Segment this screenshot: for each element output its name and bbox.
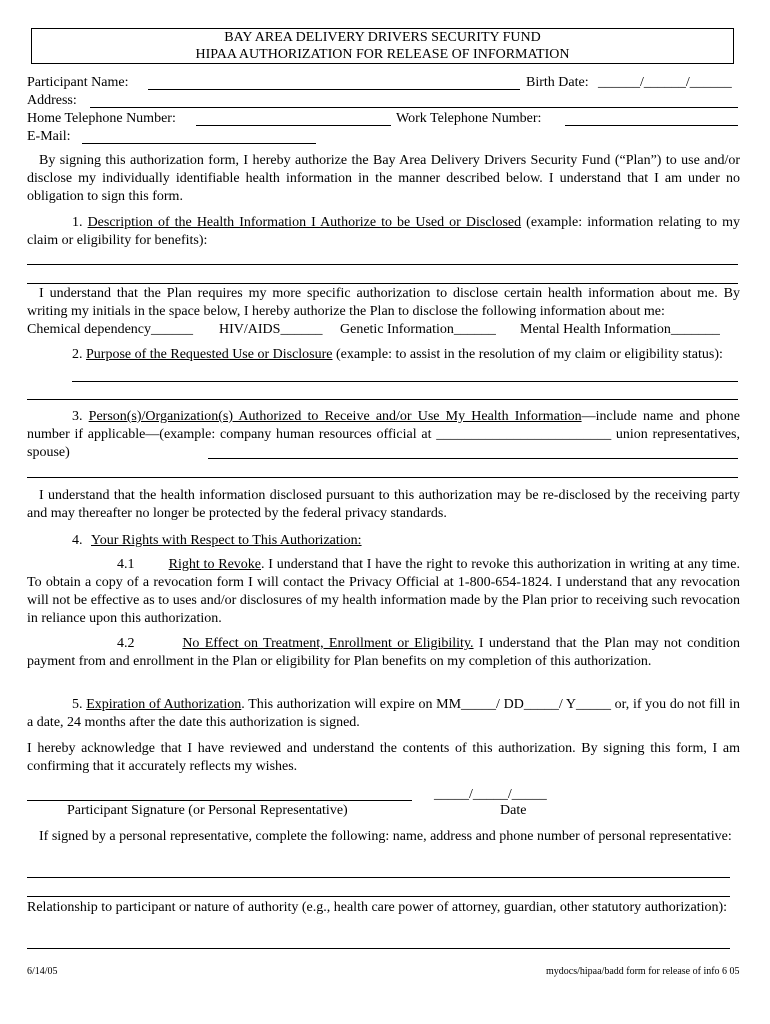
section-5 (27, 696, 740, 732)
initial-chemical-dependency[interactable]: Chemical dependency______ (27, 322, 194, 337)
birth-date-field[interactable]: ______/______/______ (598, 75, 732, 90)
initial-hiv-aids[interactable]: HIV/AIDS______ (219, 322, 323, 337)
section-3-text-a: —include name and phone number if applicable—(example: company human resources official at (27, 409, 740, 442)
section-2-title: Purpose of the Requested Use or Disclosure (86, 347, 333, 362)
signature-line[interactable] (27, 800, 412, 801)
section-4-2-title: No Effect on Treatment, Enrollment or Eligibility. (182, 636, 474, 651)
section-2-number: 2. (72, 347, 83, 362)
section-1-text: (example: information relating to my claim or eligibility for benefits): (27, 215, 741, 248)
section-1-number: 1. (72, 215, 83, 230)
email-label: E-Mail: (27, 129, 71, 144)
signature-label: Participant Signature (or Personal Representative) (67, 803, 348, 818)
section-4-2-text: I understand that the Plan may not condition payment from and enrollment in the Plan or eligibility for Plan benefits on my completion of this authorization. (27, 636, 740, 669)
section-3-company-blank[interactable]: _________________________ (436, 427, 612, 442)
redisclosure-paragraph: I understand that the health information disclosed pursuant to this authorization may be re-disclosed by the receiving party and may thereafter no longer be protected by the federal privacy standards. (27, 488, 740, 521)
birth-date-label: Birth Date: (526, 75, 589, 90)
section-1 (27, 214, 740, 250)
section-2 (27, 346, 740, 364)
acknowledgement-paragraph: I hereby acknowledge that I have reviewed and understand the contents of this authorization. By signing this form, I am confirming that it accurately reflects my wishes. (27, 741, 740, 774)
section-4-1-title: Right to Revoke (168, 557, 261, 572)
header-title-line1: BAY AREA DELIVERY DRIVERS SECURITY FUND (224, 30, 541, 45)
form-header (31, 28, 734, 64)
section-3 (27, 408, 740, 462)
representative-paragraph: If signed by a personal representative, complete the following: name, address and phone number of personal representative: (39, 829, 732, 844)
footer-date: 6/14/05 (27, 966, 58, 977)
signature-date-field[interactable]: _____/_____/_____ (434, 787, 547, 802)
email-field[interactable] (82, 143, 316, 144)
initial-genetic-information[interactable]: Genetic Information______ (340, 322, 496, 337)
section-4-number: 4. (72, 533, 83, 548)
section-5-text: . This authorization will expire on MM_____/ DD_____/ Y_____ or, if you do not fill in a date, 24 months after the date this authorization is signed. (27, 697, 741, 730)
section-3-answer-line-1[interactable] (208, 458, 738, 459)
specific-authorization-text: I understand that the Plan requires my more specific authorization to disclose certain health information about me. By writing my initials in the space below, I hereby authorize the Plan to disclose the following information about me: (27, 286, 740, 319)
work-phone-field[interactable] (565, 125, 738, 126)
address-label: Address: (27, 93, 77, 108)
address-field[interactable] (90, 107, 738, 108)
footer-path: mydocs/hipaa/badd form for release of info 6 05 (546, 966, 740, 977)
section-3-title: Person(s)/Organization(s) Authorized to Receive and/or Use My Health Information (88, 409, 582, 424)
home-phone-label: Home Telephone Number: (27, 111, 176, 126)
participant-name-label: Participant Name: (27, 75, 129, 90)
section-2-text: (example: to assist in the resolution of my claim or eligibility status): (332, 347, 723, 362)
section-4-1 (27, 556, 740, 628)
section-4-2-number: 4.2 (117, 636, 135, 651)
relationship-paragraph: Relationship to participant or nature of authority (e.g., health care power of attorney, guardian, other statutory authorization): (27, 900, 728, 915)
section-2-answer-line-1[interactable] (72, 381, 738, 382)
section-4-1-number: 4.1 (117, 557, 135, 572)
work-phone-label: Work Telephone Number: (396, 111, 542, 126)
section-5-number: 5. (72, 697, 83, 712)
relationship-line[interactable] (27, 948, 730, 949)
section-3-number: 3. (72, 409, 83, 424)
section-5-title: Expiration of Authorization (86, 697, 242, 712)
header-title-line2: HIPAA AUTHORIZATION FOR RELEASE OF INFORMATION (195, 47, 570, 62)
section-1-title: Description of the Health Information I Authorize to be Used or Disclosed (87, 215, 522, 230)
representative-line-1[interactable] (27, 877, 730, 878)
representative-line-2[interactable] (27, 896, 730, 897)
section-3-answer-line-2[interactable] (27, 477, 738, 478)
signature-date-label: Date (500, 803, 527, 818)
section-4-1-text: . I understand that I have the right to revoke this authorization in writing at any time. To obtain a copy of a revocation form I will contact the Privacy Official at 1-800-654-1824. I understand that any revocation will not be effective as to uses and/or disclosures of my health information made by the Plan prior to receiving such revocation in reliance upon this authorization. (27, 557, 740, 626)
section-3-text-b: union representatives, spouse) (27, 427, 740, 460)
home-phone-field[interactable] (196, 125, 391, 126)
section-4-title: Your Rights with Respect to This Authorization: (91, 533, 362, 548)
intro-paragraph: By signing this authorization form, I hereby authorize the Bay Area Delivery Drivers Security Fund (“Plan”) to use and/or disclose my individually identifiable health information in the manner described below. I understand that I am under no obligation to sign this form. (27, 153, 740, 204)
initial-mental-health[interactable]: Mental Health Information_______ (520, 322, 720, 337)
section-1-answer-line-1[interactable] (27, 264, 738, 265)
participant-name-field[interactable] (148, 89, 520, 90)
section-1-answer-line-2[interactable] (27, 283, 738, 284)
section-2-answer-line-2[interactable] (27, 399, 738, 400)
section-4-2 (27, 635, 740, 671)
